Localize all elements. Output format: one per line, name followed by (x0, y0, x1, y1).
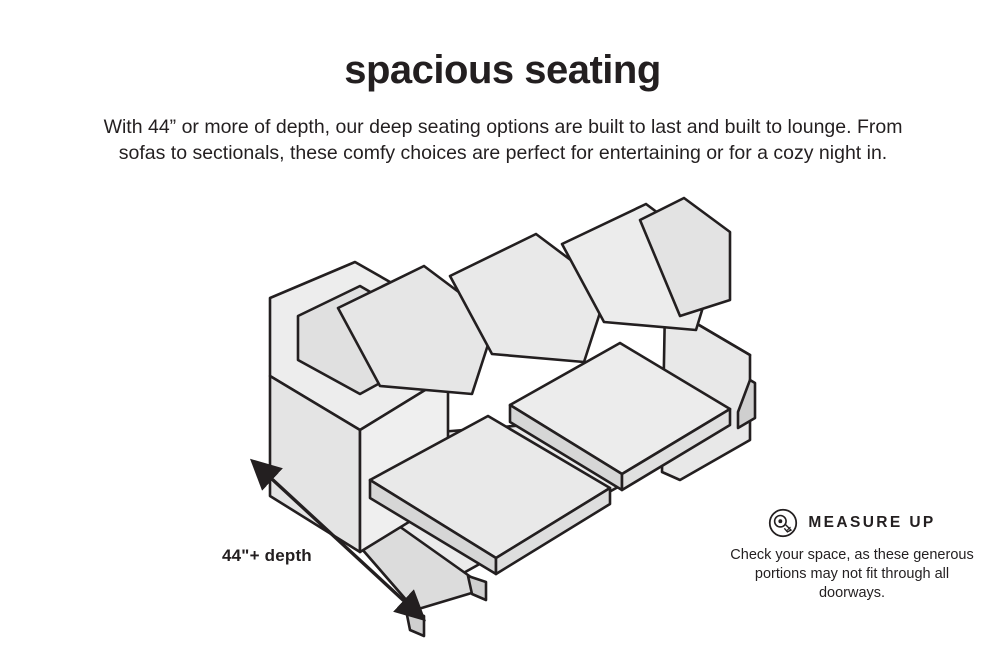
depth-label: 44"+ depth (222, 546, 312, 565)
measure-up-heading: MEASURE UP (808, 514, 936, 531)
page-subtitle: With 44” or more of depth, our deep seating options are built to last and built to lounge. From sofas to sectionals, these comfy choices are perfect for entertaining or for a cozy night in. (103, 116, 903, 164)
measure-up-heading-row (723, 508, 981, 538)
measuring-tape-icon (768, 508, 798, 538)
page-title: spacious seating (344, 48, 661, 92)
measure-up-block (723, 508, 981, 603)
sofa-leg-front-right (468, 576, 486, 600)
measure-up-body: Check your space, as these generous portions may not fit through all doorways. (730, 547, 974, 601)
depth-dimension-arrow (238, 452, 438, 627)
